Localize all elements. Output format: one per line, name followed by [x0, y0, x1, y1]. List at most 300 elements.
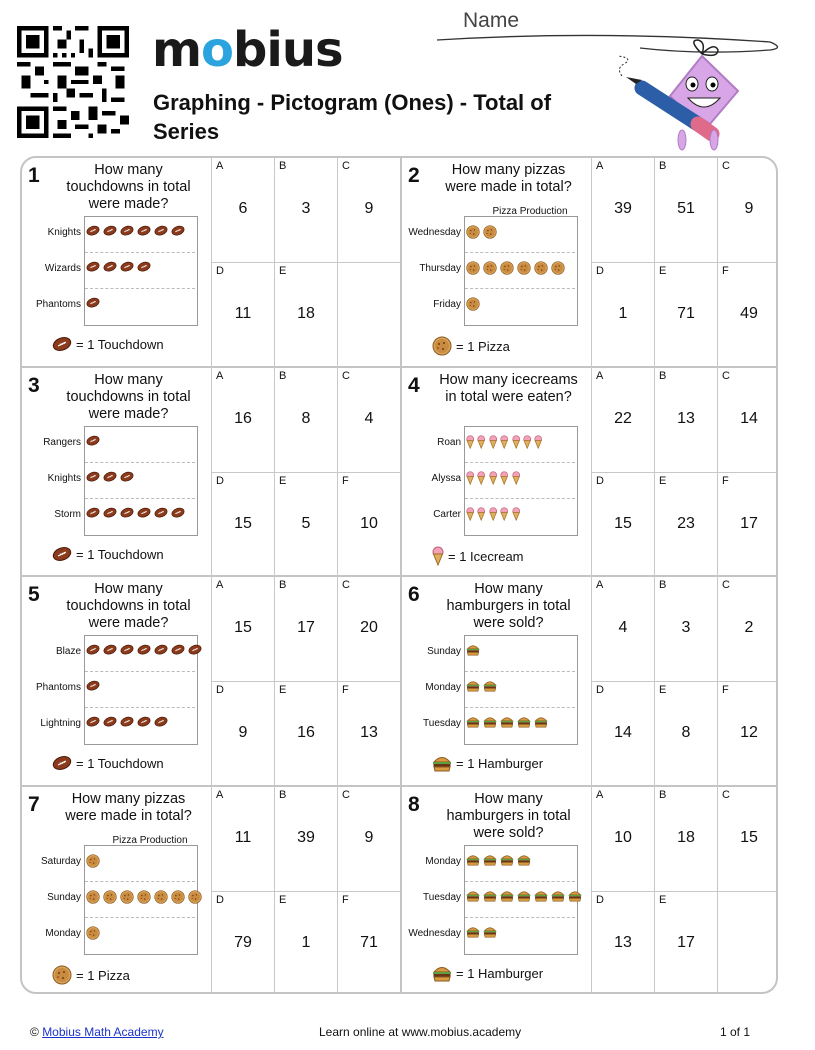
icecream-icon	[523, 435, 531, 449]
choice-value: 8	[681, 724, 691, 741]
answer-choice-c[interactable]	[337, 787, 400, 892]
answer-choice-f[interactable]	[717, 682, 778, 787]
row-label: Thursday	[419, 263, 461, 274]
football-icon	[86, 644, 100, 655]
choice-letter: C	[342, 579, 350, 591]
pizza-icon	[483, 225, 497, 239]
row-label: Wednesday	[408, 928, 461, 939]
hamburger-icon	[483, 716, 497, 728]
icecream-icon-key	[432, 546, 444, 566]
row-divider-dashed	[465, 881, 575, 882]
football-icon-key	[52, 546, 72, 562]
question-text: How many pizzas were made in total?	[65, 791, 192, 824]
icon-row	[466, 507, 520, 521]
hamburger-icon	[534, 890, 548, 902]
choice-value: 8	[301, 410, 311, 427]
football-icon	[86, 261, 100, 272]
football-icon	[86, 507, 100, 518]
icon-row	[466, 890, 582, 902]
choice-letter: A	[216, 370, 224, 382]
football-icon	[171, 507, 185, 518]
answer-choice-c[interactable]	[717, 368, 778, 473]
choice-value: 9	[744, 200, 754, 217]
pizza-icon	[137, 890, 151, 904]
answer-choice-f[interactable]	[337, 473, 400, 578]
choice-value: 9	[364, 829, 374, 846]
choice-value: 17	[740, 515, 758, 532]
choice-value: 20	[360, 619, 378, 636]
question-text: How many hamburgers in total were sold?	[446, 791, 571, 841]
hamburger-icon	[517, 716, 531, 728]
choice-value: 71	[360, 934, 378, 951]
hamburger-icon	[517, 854, 531, 866]
pictogram-key	[52, 546, 164, 562]
row-label: Phantoms	[35, 299, 81, 310]
answer-choice-d[interactable]	[591, 892, 654, 994]
question-number: 7	[28, 793, 40, 816]
answer-choice-c[interactable]	[717, 577, 778, 682]
answer-choice-b[interactable]	[654, 577, 717, 682]
key-label: = 1 Touchdown	[76, 336, 164, 352]
answer-choice-empty	[337, 263, 400, 368]
row-label: Phantoms	[35, 682, 81, 693]
hamburger-icon	[483, 680, 497, 692]
choice-letter: E	[279, 894, 287, 906]
answer-choice-b[interactable]	[654, 368, 717, 473]
choice-letter: F	[722, 684, 729, 696]
answer-choice-empty	[717, 892, 778, 994]
answer-choice-c[interactable]	[717, 158, 778, 263]
row-label: Rangers	[43, 437, 81, 448]
page-title: Graphing - Pictogram (Ones) - Total of Series	[153, 90, 552, 144]
academy-link[interactable]: Mobius Math Academy	[42, 1025, 164, 1039]
row-divider-dashed	[465, 917, 575, 918]
question-number: 8	[408, 793, 420, 816]
question-1	[22, 158, 402, 368]
question-number: 1	[28, 164, 40, 187]
choice-value: 16	[234, 410, 252, 427]
choice-letter: B	[659, 160, 667, 172]
answer-choice-e[interactable]	[274, 892, 337, 994]
football-icon	[120, 225, 134, 236]
choice-value: 49	[740, 305, 758, 322]
choice-value: 6	[238, 200, 248, 217]
row-label: Wednesday	[408, 227, 461, 238]
football-icon	[86, 471, 100, 482]
icon-row	[86, 261, 151, 272]
football-icon-key	[52, 336, 72, 352]
key-label: = 1 Touchdown	[76, 546, 164, 562]
pictogram-key	[432, 755, 543, 772]
answer-choice-c[interactable]	[337, 158, 400, 263]
answer-choice-f[interactable]	[717, 473, 778, 578]
question-text: How many touchdowns in total were made?	[66, 162, 191, 212]
answer-choice-a[interactable]	[591, 787, 654, 892]
icecream-icon	[534, 435, 542, 449]
row-label: Tuesday	[423, 718, 461, 729]
icon-row	[86, 471, 134, 482]
answer-choice-d[interactable]	[211, 263, 274, 368]
choice-value: 39	[297, 829, 315, 846]
answer-choice-c[interactable]	[337, 368, 400, 473]
football-icon	[120, 644, 134, 655]
choice-letter: B	[279, 160, 287, 172]
hamburger-icon	[483, 926, 497, 938]
answer-choice-f[interactable]	[337, 682, 400, 787]
choice-letter: D	[216, 475, 224, 487]
answer-choice-e[interactable]	[274, 473, 337, 578]
row-divider-dashed	[85, 881, 195, 882]
answer-choice-e[interactable]	[654, 682, 717, 787]
footer-page-number: 1 of 1	[720, 1025, 751, 1039]
answer-choice-c[interactable]	[337, 577, 400, 682]
choice-letter: C	[342, 789, 350, 801]
row-divider-dashed	[465, 498, 575, 499]
choice-value: 71	[677, 305, 695, 322]
row-divider-dashed	[465, 671, 575, 672]
choice-letter: B	[279, 789, 287, 801]
football-icon	[137, 261, 151, 272]
choice-value: 22	[614, 410, 632, 427]
answer-choice-e[interactable]	[274, 682, 337, 787]
answer-choice-d[interactable]	[211, 473, 274, 578]
choice-value: 3	[301, 200, 311, 217]
question-8	[402, 787, 778, 994]
choice-letter: A	[596, 789, 604, 801]
hamburger-icon	[500, 716, 514, 728]
pizza-icon	[86, 890, 100, 904]
answer-choice-d[interactable]	[211, 682, 274, 787]
row-label: Monday	[425, 682, 461, 693]
football-icon	[103, 644, 117, 655]
choice-letter: B	[279, 370, 287, 382]
question-4	[402, 368, 778, 578]
choice-letter: F	[342, 684, 349, 696]
choice-letter: F	[722, 265, 729, 277]
question-grid	[20, 156, 778, 994]
choice-letter: C	[722, 789, 730, 801]
pizza-icon	[466, 297, 480, 311]
pizza-icon	[483, 261, 497, 275]
football-icon	[137, 507, 151, 518]
choice-value: 10	[360, 515, 378, 532]
answer-choice-a[interactable]	[591, 158, 654, 263]
choice-letter: A	[596, 160, 604, 172]
choice-letter: E	[659, 894, 667, 906]
choice-value: 51	[677, 200, 695, 217]
choice-value: 17	[677, 934, 695, 951]
choice-letter: E	[279, 684, 287, 696]
answer-choice-b[interactable]	[274, 577, 337, 682]
choice-letter: F	[342, 894, 349, 906]
hamburger-icon	[500, 854, 514, 866]
pizza-icon	[120, 890, 134, 904]
question-3	[22, 368, 402, 578]
footer-copyright	[30, 1025, 164, 1039]
row-label: Monday	[425, 856, 461, 867]
icecream-icon	[500, 507, 508, 521]
answer-choice-b[interactable]	[654, 787, 717, 892]
football-icon	[103, 507, 117, 518]
pictogram-key	[52, 336, 164, 352]
pizza-icon	[551, 261, 565, 275]
icon-row	[86, 225, 185, 236]
key-label: = 1 Pizza	[456, 338, 510, 354]
pizza-icon-key	[432, 336, 452, 356]
icon-row	[466, 716, 548, 728]
football-icon	[137, 716, 151, 727]
choice-letter: B	[659, 579, 667, 591]
football-icon	[103, 716, 117, 727]
icecream-icon	[477, 471, 485, 485]
choice-letter: C	[722, 370, 730, 382]
answer-choice-e[interactable]	[654, 263, 717, 368]
choice-value: 13	[614, 934, 632, 951]
answer-choice-d[interactable]	[591, 473, 654, 578]
question-text: How many icecreams in total were eaten?	[439, 372, 578, 405]
answer-choice-e[interactable]	[654, 892, 717, 994]
row-label: Knights	[47, 473, 81, 484]
choice-value: 9	[238, 724, 248, 741]
choice-value: 5	[301, 515, 311, 532]
choice-letter: F	[722, 475, 729, 487]
question-text: How many touchdowns in total were made?	[66, 581, 191, 631]
row-divider-dashed	[85, 462, 195, 463]
football-icon	[86, 716, 100, 727]
icon-row	[86, 297, 100, 308]
pictogram-key	[52, 965, 130, 985]
row-label: Sunday	[47, 892, 81, 903]
choice-letter: F	[342, 475, 349, 487]
key-label: = 1 Icecream	[448, 548, 524, 564]
pictogram-key	[432, 336, 510, 356]
choice-value: 23	[677, 515, 695, 532]
icecream-icon	[466, 471, 474, 485]
question-5	[22, 577, 402, 787]
choice-value: 1	[618, 305, 628, 322]
hamburger-icon	[517, 890, 531, 902]
answer-choice-c[interactable]	[717, 787, 778, 892]
icon-row	[86, 435, 100, 446]
football-icon	[137, 644, 151, 655]
choice-letter: C	[722, 579, 730, 591]
choice-value: 39	[614, 200, 632, 217]
key-label: = 1 Hamburger	[456, 966, 544, 981]
pizza-icon	[103, 890, 117, 904]
answer-choice-f[interactable]	[717, 263, 778, 368]
football-icon	[188, 644, 202, 655]
answer-choice-a[interactable]	[211, 577, 274, 682]
row-divider-dashed	[465, 462, 575, 463]
row-divider-dashed	[465, 252, 575, 253]
row-divider-dashed	[85, 252, 195, 253]
choice-value: 4	[364, 410, 374, 427]
choice-letter: A	[216, 789, 224, 801]
answer-choice-a[interactable]	[211, 368, 274, 473]
chart-title: Pizza Production	[492, 206, 568, 217]
football-icon	[103, 471, 117, 482]
answer-choice-b[interactable]	[274, 368, 337, 473]
answer-choice-a[interactable]	[211, 787, 274, 892]
answer-choice-b[interactable]	[654, 158, 717, 263]
mascot-illustration	[612, 36, 752, 154]
hamburger-icon	[466, 680, 480, 692]
choice-letter: B	[279, 579, 287, 591]
choice-value: 13	[360, 724, 378, 741]
icecream-icon	[512, 471, 520, 485]
question-text: How many pizzas were made in total?	[445, 162, 572, 195]
choice-letter: E	[659, 475, 667, 487]
choice-value: 14	[740, 410, 758, 427]
choice-letter: E	[659, 265, 667, 277]
row-divider-dashed	[85, 707, 195, 708]
choice-letter: D	[596, 475, 604, 487]
icon-row	[466, 680, 497, 692]
key-label: = 1 Pizza	[76, 967, 130, 983]
hamburger-icon	[534, 716, 548, 728]
choice-value: 4	[618, 619, 628, 636]
choice-value: 13	[677, 410, 695, 427]
hamburger-icon	[466, 890, 480, 902]
pictogram-key	[432, 965, 543, 982]
choice-letter: B	[659, 370, 667, 382]
row-label: Knights	[47, 227, 81, 238]
answer-choice-e[interactable]	[654, 473, 717, 578]
hamburger-icon	[500, 890, 514, 902]
football-icon	[120, 471, 134, 482]
row-divider-dashed	[85, 498, 195, 499]
answer-choice-d[interactable]	[591, 263, 654, 368]
icon-row	[466, 261, 565, 275]
icecream-icon	[466, 435, 474, 449]
icon-row	[86, 716, 168, 727]
football-icon	[86, 225, 100, 236]
icecream-icon	[477, 435, 485, 449]
choice-letter: D	[216, 684, 224, 696]
icon-row	[466, 854, 531, 866]
hamburger-icon	[483, 854, 497, 866]
answer-choice-a[interactable]	[591, 577, 654, 682]
icecream-icon	[500, 471, 508, 485]
row-label: Tuesday	[423, 892, 461, 903]
icon-row	[466, 471, 520, 485]
icon-row	[86, 507, 185, 518]
answer-choice-b[interactable]	[274, 787, 337, 892]
choice-letter: D	[596, 894, 604, 906]
choice-letter: B	[659, 789, 667, 801]
choice-value: 10	[614, 829, 632, 846]
pizza-icon	[188, 890, 202, 904]
question-text: How many touchdowns in total were made?	[66, 372, 191, 422]
answer-choice-d[interactable]	[211, 892, 274, 994]
football-icon	[86, 680, 100, 691]
pizza-icon	[86, 854, 100, 868]
football-icon-key	[52, 755, 72, 771]
choice-letter: E	[279, 265, 287, 277]
choice-letter: D	[216, 265, 224, 277]
icecream-icon	[489, 507, 497, 521]
question-text: How many hamburgers in total were sold?	[446, 581, 571, 631]
pizza-icon	[171, 890, 185, 904]
choice-value: 3	[681, 619, 691, 636]
pizza-icon-key	[52, 965, 72, 985]
question-number: 2	[408, 164, 420, 187]
pizza-icon	[500, 261, 514, 275]
pictogram-key	[432, 546, 524, 566]
choice-letter: A	[216, 579, 224, 591]
choice-value: 17	[297, 619, 315, 636]
name-label: Name	[463, 9, 520, 32]
choice-letter: C	[342, 370, 350, 382]
question-2	[402, 158, 778, 368]
icecream-icon	[489, 471, 497, 485]
choice-value: 79	[234, 934, 252, 951]
pictogram-key	[52, 755, 164, 771]
row-label: Monday	[45, 928, 81, 939]
icon-row	[86, 680, 100, 691]
choice-value: 15	[740, 829, 758, 846]
choice-letter: E	[659, 684, 667, 696]
answer-choice-a[interactable]	[211, 158, 274, 263]
choice-value: 2	[744, 619, 754, 636]
football-icon	[171, 644, 185, 655]
question-6	[402, 577, 778, 787]
icon-row	[466, 435, 543, 449]
answer-choice-e[interactable]	[274, 263, 337, 368]
icon-row	[86, 854, 100, 868]
pizza-icon	[466, 261, 480, 275]
chart-title: Pizza Production	[112, 835, 188, 846]
icon-row	[466, 926, 497, 938]
choice-value: 14	[614, 724, 632, 741]
pizza-icon	[154, 890, 168, 904]
answer-choice-b[interactable]	[274, 158, 337, 263]
icon-row	[86, 926, 100, 940]
hamburger-icon	[466, 854, 480, 866]
pizza-icon	[517, 261, 531, 275]
icecream-icon	[512, 435, 520, 449]
pizza-icon	[466, 225, 480, 239]
choice-value: 18	[297, 305, 315, 322]
answer-choice-a[interactable]	[591, 368, 654, 473]
row-divider-dashed	[85, 288, 195, 289]
choice-value: 15	[614, 515, 632, 532]
football-icon	[103, 225, 117, 236]
row-divider-dashed	[465, 288, 575, 289]
icecream-icon	[500, 435, 508, 449]
choice-letter: D	[596, 265, 604, 277]
answer-choice-f[interactable]	[337, 892, 400, 994]
icon-row	[86, 890, 202, 904]
choice-value: 11	[234, 829, 252, 846]
choice-letter: A	[596, 579, 604, 591]
choice-value: 1	[301, 934, 311, 951]
choice-value: 9	[364, 200, 374, 217]
choice-letter: D	[216, 894, 224, 906]
row-label: Carter	[433, 509, 461, 520]
row-label: Alyssa	[431, 473, 461, 484]
hamburger-icon	[466, 716, 480, 728]
football-icon	[137, 225, 151, 236]
question-number: 3	[28, 374, 40, 397]
icon-row	[466, 297, 480, 311]
row-label: Friday	[433, 299, 461, 310]
answer-choice-d[interactable]	[591, 682, 654, 787]
icon-row	[466, 225, 497, 239]
brand-logo: mobius	[152, 22, 343, 78]
pizza-icon	[534, 261, 548, 275]
pizza-icon	[86, 926, 100, 940]
